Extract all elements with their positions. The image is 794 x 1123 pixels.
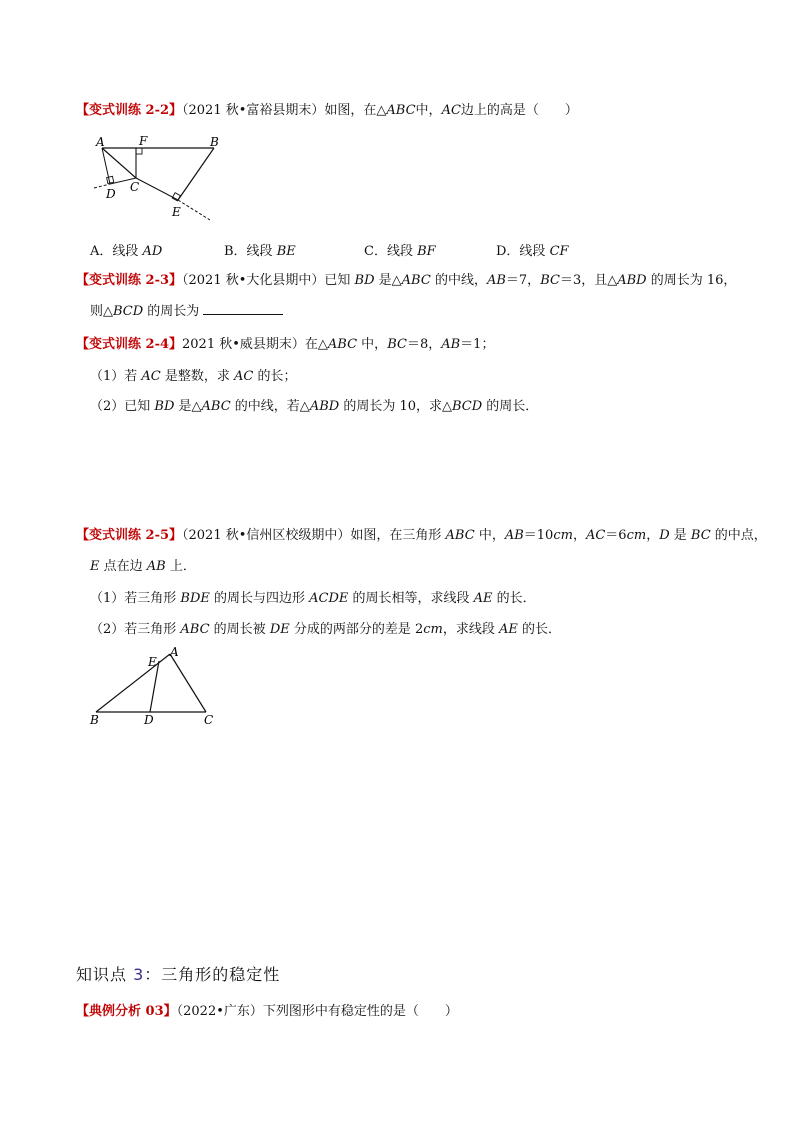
label-E: E [148, 655, 157, 669]
problem-tag: 【变式训练 2-3】 [76, 273, 183, 288]
problem-2-5-stem: 【变式训练 2-5】（2021 秋•信州区校级期中）如图，在三角形 ABC 中，AB＝10cm，AC＝6cm，D 是 BC 的中点， [76, 528, 767, 543]
example-tag: 【典例分析 03】 [76, 1004, 177, 1019]
label-F: F [139, 134, 148, 148]
label-C: C [204, 713, 214, 727]
problem-2-4-q2: （2）已知 BD 是△ABC 的中线，若△ABD 的周长为 10，求△BCD 的周长． [90, 399, 539, 414]
choice-c: C．线段 BF [364, 244, 436, 259]
label-A: A [170, 645, 179, 659]
problem-tag: 【变式训练 2-4】 [76, 337, 183, 352]
figure-triangle-altitudes [86, 134, 226, 224]
problem-2-2-stem: 【变式训练 2-2】（2021 秋•富裕县期末）如图，在△ABC中，AC边上的高是（ ） [76, 103, 578, 118]
problem-2-4-q1: （1）若 AC 是整数，求 AC 的长； [90, 369, 297, 384]
label-E: E [172, 205, 181, 219]
example-03-stem: 【典例分析 03】（2022•广东）下列图形中有稳定性的是（ ） [76, 1004, 458, 1019]
label-D: D [144, 713, 154, 727]
answer-blank[interactable] [203, 302, 283, 315]
problem-2-4-stem: 【变式训练 2-4】2021 秋•威县期末）在△ABC 中，BC＝8，AB＝1； [76, 337, 495, 352]
problem-2-3-stem: 【变式训练 2-3】（2021 秋•大化县期中）已知 BD 是△ABC 的中线，AB＝7，BC＝3，且△ABD 的周长为 16， [76, 273, 737, 288]
problem-2-5-line2: E 点在边 AB 上． [90, 559, 196, 574]
choice-a: A．线段 AD [90, 244, 163, 259]
choice-d: D．线段 CF [496, 244, 569, 259]
label-C: C [130, 180, 140, 194]
problem-2-5-q2: （2）若三角形 ABC 的周长被 DE 分成的两部分的差是 2cm，求线段 AE 的长． [90, 622, 562, 637]
label-B: B [210, 135, 219, 149]
label-D: D [106, 187, 116, 201]
figure-triangle-abc [86, 644, 226, 728]
problem-2-3-line2: 则△BCD 的周长为 [90, 302, 283, 321]
label-B: B [90, 713, 99, 727]
problem-2-5-q1: （1）若三角形 BDE 的周长与四边形 ACDE 的周长相等，求线段 AE 的长． [90, 591, 536, 606]
section-heading: 知识点 3：三角形的稳定性 [76, 965, 281, 984]
choice-b: B．线段 BE [224, 244, 296, 259]
problem-tag: 【变式训练 2-2】 [76, 103, 183, 118]
label-A: A [96, 135, 105, 149]
problem-tag: 【变式训练 2-5】 [76, 528, 183, 543]
